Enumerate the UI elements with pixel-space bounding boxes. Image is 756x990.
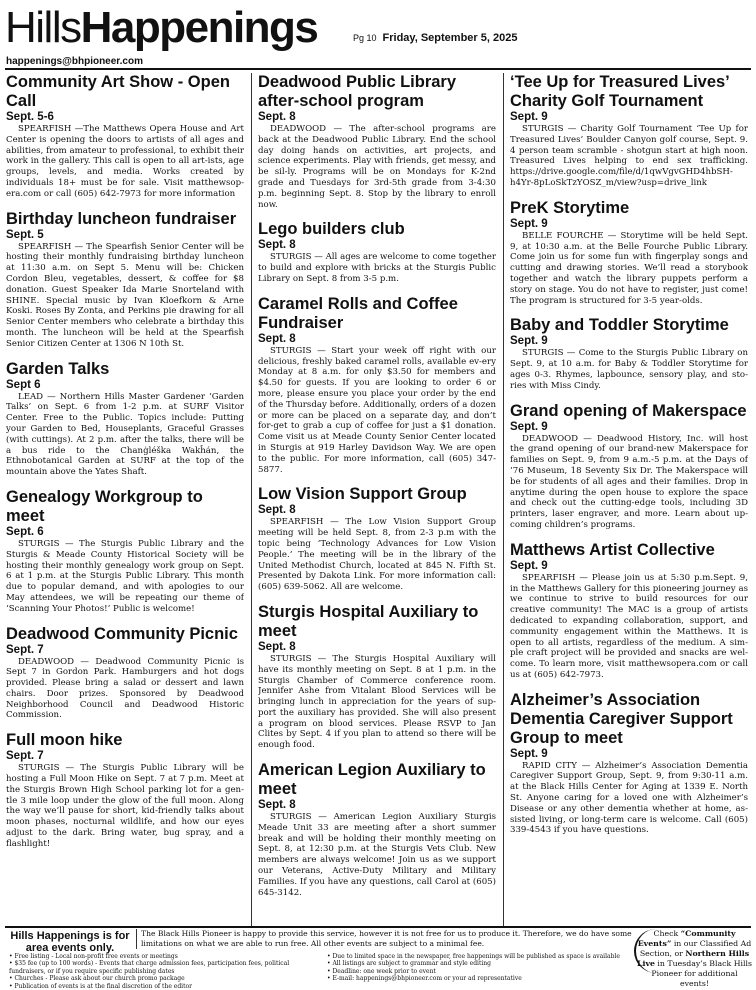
event-title: Grand opening of Makerspace — [510, 401, 747, 420]
event-date: Sept 6 — [6, 378, 41, 391]
event-title: Garden Talks — [6, 359, 110, 378]
event-item — [510, 402, 748, 531]
event-date: Sept. 9 — [510, 747, 548, 760]
column-divider — [251, 73, 252, 926]
event-title: Full moon hike — [6, 731, 123, 750]
event-body: STURGIS — American Legion Auxiliary Sturgis Meade Unit 33 are meeting after a short summer break and will be holding their monthly meeting on Sept. 8, at 12:30 p.m. at the Sturgis Vets Club. New members are always welcome! Join us as we support our Veterans, Active-Duty Military and Military Families. If you have any questions, call Carol at (605) 645-3142. — [258, 812, 496, 898]
bullet-item: • Publication of events is at the final discretion of the editor — [9, 983, 314, 990]
box-text: Check — [653, 929, 679, 938]
box-highlight: “Community Events” — [637, 929, 736, 948]
column-3 — [510, 73, 748, 926]
event-item — [6, 360, 244, 478]
more-events-box — [634, 929, 753, 988]
event-date: Sept. 9 — [510, 335, 548, 348]
event-body: DEADWOOD — Deadwood History, Inc. will host the grand opening of our brand-new Makerspace for families on Sept. 9, from 9 a.m.-5 p.m. at the Days of ’76 Museum, 18 Seventy Six Dr. The Makerspace will be for students of all ages and their families. Drop in anytime during the open house to explore the space and check out the cutting-edge tools, including 3D printers, laser engraver, and more. Learn about up-coming children’s programs. — [510, 433, 748, 530]
event-body: STURGIS — The Sturgis Public Library and the Sturgis & Meade County Historical Society will be hosting their monthly genealogy work group on Sept. 6 at 1 p.m. at the Sturgis Public Library. This month due to popular demand, and with apologies to our May attendees, we will be repeating our theme of ‘Scanning Your Photos!’ Public is welcome! — [6, 538, 244, 614]
event-title: Caramel Rolls and Coffee Fundraiser — [258, 294, 458, 332]
bullet-item: • All listings are subject to grammar and style editing — [327, 960, 632, 967]
event-date: Sept. 8 — [258, 799, 296, 812]
event-date: Sept. 8 — [258, 640, 296, 653]
event-item — [258, 73, 496, 210]
event-body: SPEARFISH —The Matthews Opera House and Art Center is opening the doors to artists of all ages and abilities, from amateur to professional, to exhibit their work in the gallery. This call is open to all art-ists, age groups, levels, and media. Works created by individuals 18+ must be for sale. Visit matthewsop-era.com or call (605) 642-7973 for more information — [6, 124, 244, 199]
event-title: Deadwood Community Picnic — [6, 624, 238, 643]
event-title: Baby and Toddler Storytime — [510, 316, 729, 335]
event-item — [258, 485, 496, 593]
event-date: Sept. 8 — [258, 504, 296, 517]
event-body: STURGIS — The Sturgis Public Library will be hosting a Full Moon Hike on Sept. 7 at 7 p.m. Meet at the Sturgis Brown High School parking lot for a gen-tle 3 mile loop under the glow of the full moon. Along the way we’ll pause for short, kid-friendly talks about moon phases, nocturnal wildlife, and how our eyes adjust to the dark. Bring water, bug spray, and a flashlight! — [6, 763, 244, 849]
event-body: DEADWOOD — Deadwood Community Picnic is Sept 7 in Gordon Park. Hamburgers and hot dogs provided. Please bring a salad or dessert and lawn chairs. Door prizes. Sponsored by Deadwood Neighborhood Council and Deadwood Historic Commission. — [6, 656, 244, 721]
event-title: Lego builders club — [258, 220, 405, 239]
event-title: Matthews Artist Collective — [510, 540, 715, 559]
event-item — [6, 73, 244, 200]
event-date: Sept. 9 — [510, 217, 548, 230]
event-body: RAPID CITY — Alzheimer’s Association Dementia Caregiver Support Group, Sept. 9, from 9:30-11 a.m. at the Black Hills Center for Aging at 1339 E. North St. Anyone caring for a loved one with Alzheimer’s Disease or any other dementia whether at home, as-sisted living, or long-term care is welcome. Call (605) 339-4543 if you have questions. — [510, 760, 748, 836]
column-2 — [258, 73, 496, 926]
logo — [5, 2, 317, 54]
header-rule — [5, 68, 751, 70]
event-title: PreK Storytime — [510, 198, 630, 217]
page-number: Pg 10 — [353, 33, 377, 43]
logo-part2: Happenings — [80, 3, 318, 52]
event-title: Genealogy Workgroup to meet — [6, 487, 203, 525]
event-body: LEAD — Northern Hills Master Gardener ‘Garden Talks’ on Sept. 6 from 1-2 p.m. at SURF Visitor Center. Free to the Public. Topics include: Putting your Garden to Bed, Houseplants, Graceful Grasses (with cuttings). At 2 p.m. after the talks, there will be a bus ride to the Chanġléška Wakȟán, the Ethnobotanical Garden at SURF at the top of the mountain above the Yates Shaft. — [6, 391, 244, 478]
bullet-item: • Free listing - Local non-profit free events or meetings — [9, 953, 314, 960]
issue-date: Friday, September 5, 2025 — [382, 32, 518, 44]
footer-title: Hills Happenings is for area events only. — [10, 930, 130, 954]
event-date: Sept. 8 — [258, 111, 296, 123]
footer — [5, 926, 752, 990]
box-text: in Tuesday’s Black Hills Pioneer for additional events! — [651, 959, 752, 988]
event-item — [258, 603, 496, 751]
event-body: STURGIS — Start your week off right with our delicious, freshly baked caramel rolls, available ev-ery Monday at 8 a.m. for only $3.50 for members and $4.50 for guests. If you are looking to order 6 or more, please ensure you place your order by the end of the Thursday before. Additionally, orders of a dozen or more can be placed on a separate day, and don’t for-get to grab a cup of coffee for just a $1 donation. Come visit us at Meade County Senior Center located in Sturgis at 919 Harley Davidson Way. We are open to the public. For more information, call (605) 347-5877. — [258, 345, 496, 475]
logo-part1: Hills — [5, 3, 81, 52]
bullet-item: • Churches - Please ask about our church promo package — [9, 975, 314, 982]
event-date: Sept. 5-6 — [6, 111, 54, 123]
event-date: Sept. 8 — [258, 239, 296, 252]
event-title: Alzheimer’s Association Dementia Caregiver Support Group to meet — [510, 690, 733, 747]
event-title: ‘Tee Up for Treasured Lives’ Charity Golf Tournament — [510, 73, 729, 110]
bullet-item: • Deadline: one week prior to event — [327, 968, 632, 975]
column-1 — [6, 73, 244, 926]
event-body: SPEARFISH — The Low Vision Support Group meeting will be held Sept. 8, from 2-3 p.m with the topic being ‘Technology Advances for Low Vision People.’ The meeting will be in the library of the United Methodist Church, located at 845 N. Fifth St. Presented by Dakota Link. For more information call: (605) 639-5062. All are welcome. — [258, 517, 496, 593]
event-body: STURGIS — Charity Golf Tournament ‘Tee Up for Treasured Lives’ Boulder Canyon golf course, Sept. 9. 4 person team scramble - shotgun start at high noon. Treasured Lives helping to end sex trafficking. https://drive.google.com/file/d/1qwVgvGHD4hbSH-h4Yr-8pLoSkTzYOSZ_m/view?usp=drive_link — [510, 124, 748, 188]
event-item — [258, 220, 496, 284]
event-item — [510, 541, 748, 681]
event-body: SPEARFISH — The Spearfish Senior Center will be hosting their monthly fundraising birthday luncheon at 11:30 a.m. on Sept 5. Menu will be: Chicken Cordon Bleu, vegetables, dessert, & coffee for $8 donation. Guest Speaker Ida Marie Snorteland with SHINE. Special music by Ivan Kloefkorn & Arne Koski. Roses By Zonta, and Perkins pie drawing for all Senior Center members who celebrate a birthday this month. The luncheon will be held at the Spearfish Senior Citizen Center at 1306 N 10th St. — [6, 241, 244, 349]
box-highlight: Northern Hills Live — [637, 949, 750, 968]
contact-email[interactable]: happenings@bhpioneer.com — [6, 56, 143, 67]
event-title: Birthday luncheon fundraiser — [6, 209, 237, 228]
event-date: Sept. 7 — [6, 750, 44, 763]
event-item — [6, 625, 244, 722]
event-title: Community Art Show - Open Call — [6, 73, 230, 110]
event-item — [6, 210, 244, 350]
event-date: Sept. 8 — [258, 332, 296, 345]
event-date: Sept. 9 — [510, 420, 548, 433]
event-body: STURGIS — The Sturgis Hospital Auxiliary will have its monthly meeting on Sept. 8 at 1 p.m. in the Sturgis Chamber of Commerce conference room. Jennifer Ashe from Vitalant Blood Services will be bringing lunch in appreciation for the years of sup-port the auxiliary has provided. She will also present a program on blood services. Please RSVP to Jan Clites by Sept. 4 if you plan to attend so there will be enough food. — [258, 653, 496, 751]
footer-intro: The Black Hills Pioneer is happy to provide this service, however it is not free for us to produce it. Therefore, we do have some limitations on what we are able to run free. All other events are subject to a minimal fee. — [136, 929, 635, 949]
event-item — [6, 731, 244, 849]
event-body: STURGIS — All ages are welcome to come together to build and explore with bricks at the Sturgis Public Library on Sept. 8 from 3-5 p.m. — [258, 252, 496, 284]
event-date: Sept. 5 — [6, 228, 44, 241]
event-title: American Legion Auxiliary to meet — [258, 761, 486, 799]
event-date: Sept. 9 — [510, 111, 548, 123]
event-body: DEADWOOD — The after-school programs are back at the Deadwood Public Library. End the school day doing hands on activities, art projects, and science experiments. Play with friends, get messy, and be sil-ly. Programs will be on Mondays for K-2nd grade and Tuesdays for 3rd-5th grade from 3-4:30 p.m. beginning Sept. 8. Stop by the library to enroll now. — [258, 124, 496, 210]
event-item — [258, 295, 496, 476]
event-title: Sturgis Hospital Auxiliary to meet — [258, 602, 479, 640]
event-title: Low Vision Support Group — [258, 485, 467, 504]
event-item — [258, 761, 496, 898]
event-body: BELLE FOURCHE — Storytime will be held Sept. 9, at 10:30 a.m. at the Belle Fourche Public Library. Come join us for some fun with fingerplay songs and cutting and drawing stories. We’ll read a storybook together and watch the library puppets perform a story on stage. You do not have to register, just come! The program is structured for 3-5 year-olds. — [510, 230, 748, 306]
box-text: in our Classified Ad Section, or — [639, 939, 752, 958]
bullet-item: • Due to limited space in the newspaper, free happenings will be published as space is available — [327, 953, 632, 960]
bullet-item: • $35 fee (up to 100 words) - Events that charge admission fees, participation fees, political fundraisers, or if you require specific publishing dates — [9, 960, 314, 975]
event-body: STURGIS — Come to the Sturgis Public Library on Sept. 9, at 10 a.m. for Baby & Toddler Storytime for ages 0-3. Rhymes, lapbounce, sensory play, and sto-ries with Miss Cindy. — [510, 348, 748, 391]
column-divider — [503, 73, 504, 926]
event-date: Sept. 6 — [6, 525, 44, 538]
event-body: SPEARFISH — Please join us at 5:30 p.m.Sept. 9, in the Matthews Gallery for this pioneering journey as we continue to strive to build resources for our creative community! The MAC is a group of artists dedicated to expanding collaboration, support, and community engagement within the Matthews. It is open to all artists, regardless of the medium. A sim-ple craft project will be provided and snacks are wel-come. To learn more, visit matthewsopera.com or call us at (605) 642-7973. — [510, 572, 748, 680]
footer-bullets-right — [327, 953, 632, 983]
event-date: Sept. 7 — [6, 643, 44, 656]
event-title: Deadwood Public Library after-school program — [258, 73, 457, 110]
masthead — [5, 2, 751, 54]
event-item — [510, 199, 748, 307]
event-date: Sept. 9 — [510, 559, 548, 572]
bullet-item: • E-mail: happenings@bhpioneer.com or your ad representative — [327, 975, 632, 982]
event-item — [510, 691, 748, 837]
event-item — [510, 316, 748, 391]
page-info — [353, 32, 517, 44]
event-item — [510, 73, 748, 189]
event-item — [6, 488, 244, 615]
